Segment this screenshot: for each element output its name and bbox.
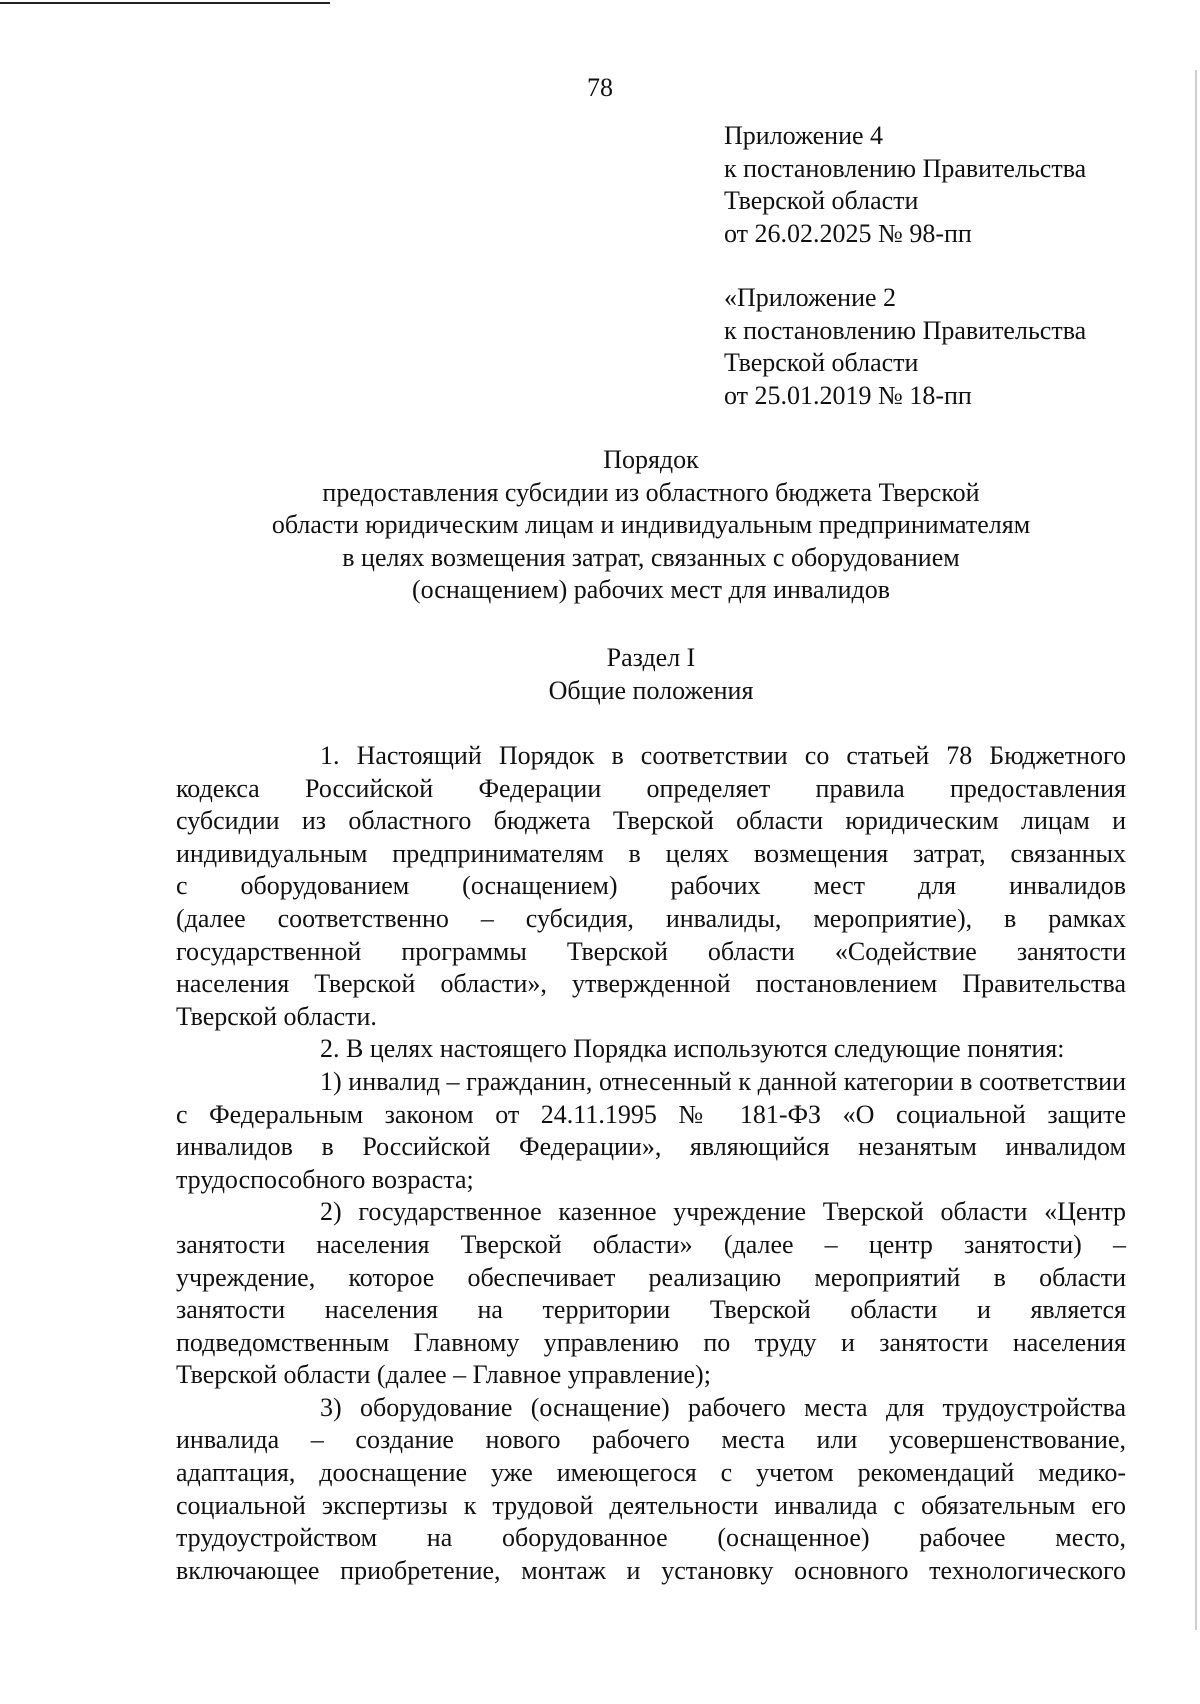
annex-current-line: к постановлению Правительства <box>724 153 1087 183</box>
paragraph-line: Тверской области (далее – Главное управление); <box>176 1360 711 1390</box>
paragraph <box>176 1392 1126 1588</box>
paragraph-line: инвалидов в Российской Федерации», являющийся незанятым инвалидом <box>176 1132 1126 1162</box>
annex-current-block <box>724 120 1164 250</box>
paragraph-line: индивидуальным предпринимателям в целях возмещения затрат, связанных <box>176 838 1126 868</box>
section-number: Раздел I <box>606 643 696 672</box>
paragraph-line: занятости населения на территории Тверской области и является <box>176 1295 1126 1325</box>
title-line: Порядок <box>603 445 699 474</box>
title-line: предоставления субсидии из областного бюджета Тверской <box>322 477 980 507</box>
document-title <box>176 444 1126 607</box>
paragraph-line: 3) оборудование (оснащение) рабочего места для трудоустройства <box>320 1392 1126 1422</box>
paragraph-line: 2) государственное казенное учреждение Тверской области «Центр <box>320 1197 1126 1227</box>
scan-border-right <box>1195 70 1197 1630</box>
paragraph-line: трудоспособного возраста; <box>176 1164 474 1194</box>
annex-current-line: от 26.02.2025 № 98-пп <box>724 218 972 248</box>
annex-current-line: Тверской области <box>724 186 919 215</box>
paragraph-line: подведомственным Главному управлению по труду и занятости населения <box>176 1327 1126 1357</box>
paragraph-line: адаптация, дооснащение уже имеющегося с учетом рекомендаций медико- <box>176 1458 1126 1488</box>
annex-original-line: Тверской области <box>724 348 919 377</box>
paragraph <box>176 1033 1126 1066</box>
annex-original-line: от 25.01.2019 № 18-пп <box>724 380 972 410</box>
annex-current-line: Приложение 4 <box>724 121 884 150</box>
paragraph-line: занятости населения Тверской области» (далее – центр занятости) – <box>176 1229 1126 1259</box>
paragraph-line: государственной программы Тверской области «Содействие занятости <box>176 936 1126 966</box>
annex-original-line: «Приложение 2 <box>724 283 897 312</box>
paragraph-line: социальной экспертизы к трудовой деятельности инвалида с обязательным его <box>176 1490 1126 1520</box>
paragraph-line: 2. В целях настоящего Порядка используются следующие понятия: <box>320 1034 1065 1064</box>
paragraph-line: 1) инвалид – гражданин, отнесенный к данной категории в соответствии <box>320 1066 1126 1096</box>
paragraph <box>176 1196 1126 1392</box>
paragraph-line: трудоустройством на оборудованное (оснащенное) рабочее место, <box>176 1523 1126 1553</box>
page-number: 78 <box>587 73 613 102</box>
paragraph <box>176 740 1126 1033</box>
title-line: (оснащением) рабочих мест для инвалидов <box>411 575 891 604</box>
paragraph-line: населения Тверской области», утвержденной постановлением Правительства <box>176 969 1126 999</box>
paragraph-line: субсидии из областного бюджета Тверской области юридическим лицам и <box>176 806 1126 836</box>
paragraph-line: инвалида – создание нового рабочего места или усовершенствование, <box>176 1425 1126 1455</box>
paragraph-line: с оборудованием (оснащением) рабочих мест для инвалидов <box>176 871 1126 901</box>
paragraph-line: Тверской области. <box>176 1001 377 1031</box>
paragraph <box>176 1066 1126 1196</box>
paragraph-line: (далее соответственно – субсидия, инвалиды, мероприятие), в рамках <box>176 903 1126 933</box>
annex-original-line: к постановлению Правительства <box>724 315 1087 345</box>
title-line: области юридическим лицам и индивидуальным предпринимателям <box>271 510 1031 539</box>
paragraph-line: с Федеральным законом от 24.11.1995 № 181-ФЗ «О социальной защите <box>176 1099 1126 1129</box>
section-name: Общие положения <box>548 675 754 705</box>
paragraph-line: включающее приобретение, монтаж и установку основного технологического <box>176 1555 1126 1585</box>
title-line: в целях возмещения затрат, связанных с оборудованием <box>342 542 960 572</box>
paragraph-line: 1. Настоящий Порядок в соответствии со статьей 78 Бюджетного <box>320 741 1126 770</box>
paragraph-line: учреждение, которое обеспечивает реализацию мероприятий в области <box>176 1262 1126 1292</box>
document-body <box>176 740 1126 1587</box>
section-heading <box>176 642 1126 707</box>
annex-original-block <box>724 282 1164 412</box>
scan-border-top <box>0 2 330 4</box>
paragraph-line: кодекса Российской Федерации определяет правила предоставления <box>176 773 1126 803</box>
